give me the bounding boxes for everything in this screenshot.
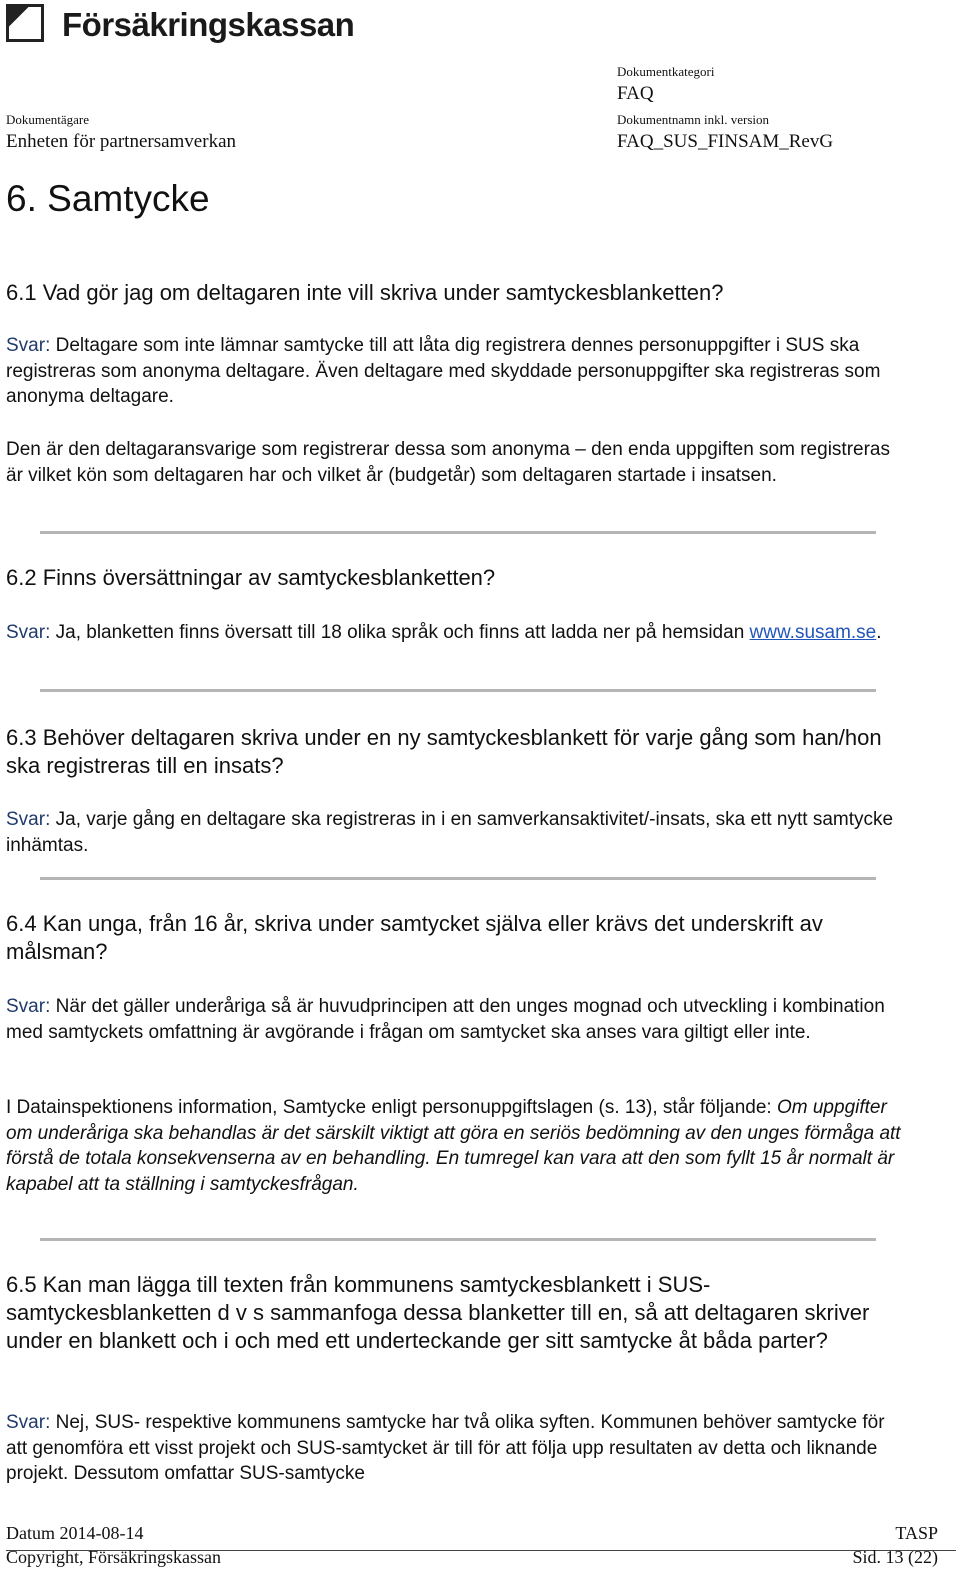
docname-value: FAQ_SUS_FINSAM_RevG bbox=[617, 131, 834, 152]
question-6-4: 6.4 Kan unga, från 16 år, skriva under samtycket själva eller krävs det underskrift av målsman? bbox=[6, 911, 823, 964]
owner-value: Enheten för partnersamverkan bbox=[6, 131, 237, 152]
svar-label: Svar: bbox=[6, 1412, 51, 1433]
divider bbox=[40, 1238, 876, 1241]
susam-link[interactable]: www.susam.se bbox=[749, 622, 877, 643]
answer-quote: Om uppgifter om underåriga ska behandlas är det särskilt viktigt att göra en seriös bedömning av den unges förmåga att förstå de totala konsekvenserna av en behandling. En tumregel kan vara att den som fyllt 15 år normalt är kapabel att ta ställning i samtyckesfrågan. bbox=[6, 1097, 901, 1195]
answer-6-5 bbox=[6, 1410, 906, 1487]
question-6-2: 6.2 Finns översättningar av samtyckesblanketten? bbox=[6, 565, 496, 590]
category-label: Dokumentkategori bbox=[617, 64, 715, 79]
answer-6-2 bbox=[6, 620, 906, 646]
svar-label: Svar: bbox=[6, 809, 51, 830]
answer-text: Deltagare som inte lämnar samtycke till att låta dig registrera dennes personuppgifter i SUS ska registreras som anonyma deltagare. Även deltagare med skyddade personuppgifter ska registreras som anonyma deltagare. bbox=[6, 335, 881, 407]
question-6-3: 6.3 Behöver deltagaren skriva under en ny samtyckesblankett för varje gång som han/hon ska registreras till en insats? bbox=[6, 725, 882, 778]
answer-text: Ja, blanketten finns översatt till 18 olika språk och finns att ladda ner på hemsidan bbox=[50, 622, 750, 643]
divider bbox=[40, 877, 876, 880]
svar-label: Svar: bbox=[6, 996, 51, 1017]
footer-org: TASP bbox=[895, 1523, 938, 1543]
answer-intro: I Datainspektionens information, Samtycke enligt personuppgiftslagen (s. 13), står följande: bbox=[6, 1097, 777, 1118]
answer-end: . bbox=[876, 622, 882, 643]
docname-label: Dokumentnamn inkl. version bbox=[617, 112, 770, 127]
divider bbox=[40, 689, 876, 692]
logo-icon bbox=[6, 4, 44, 42]
svar-label: Svar: bbox=[6, 335, 51, 356]
logo-wordmark: Försäkringskassan bbox=[62, 6, 355, 43]
footer-page-number: Sid. 13 (22) bbox=[852, 1547, 938, 1567]
section-title: 6. Samtycke bbox=[6, 178, 210, 219]
answer-6-4 bbox=[6, 994, 906, 1045]
divider bbox=[40, 531, 876, 534]
answer-text: Ja, varje gång en deltagare ska registreras in i en samverkansaktivitet/-insats, ska ett nytt samtycke inhämtas. bbox=[6, 809, 894, 856]
svar-label: Svar: bbox=[6, 622, 51, 643]
footer-copyright: Copyright, Försäkringskassan bbox=[6, 1547, 221, 1567]
answer-6-1 bbox=[6, 333, 906, 410]
answer-text: Nej, SUS- respektive kommunens samtycke har två olika syften. Kommunen behöver samtycke för att genomföra ett visst projekt och SUS-samtycket är till för att följa upp resultaten av detta och liknande projekt. Dessutom omfattar SUS-samtycke bbox=[6, 1412, 885, 1484]
answer-text: När det gäller underåriga så är huvudprincipen att den unges mognad och utveckling i kombination med samtyckets omfattning är avgörande i frågan om samtycket ska anses vara giltigt eller inte. bbox=[6, 996, 885, 1043]
owner-label: Dokumentägare bbox=[6, 112, 90, 127]
category-value: FAQ bbox=[617, 83, 654, 104]
question-6-1: 6.1 Vad gör jag om deltagaren inte vill skriva under samtyckesblanketten? bbox=[6, 280, 724, 305]
footer-date: Datum 2014-08-14 bbox=[6, 1523, 144, 1543]
answer-6-4-para2 bbox=[6, 1095, 906, 1197]
answer-6-3 bbox=[6, 807, 906, 858]
answer-6-1-para2: Den är den deltagaransvarige som registrerar dessa som anonyma – den enda uppgiften som registreras är vilket kön som deltagaren har och vilket år (budgetår) som deltagaren startade i insatsen. bbox=[6, 439, 890, 486]
question-6-5: 6.5 Kan man lägga till texten från kommunens samtyckesblankett i SUS-samtyckesblanketten d v s sammanfoga dessa blanketter till en, så att deltagaren skriver under en blankett och i och med ett underteckande ger sitt samtycke åt båda parter? bbox=[6, 1272, 870, 1353]
